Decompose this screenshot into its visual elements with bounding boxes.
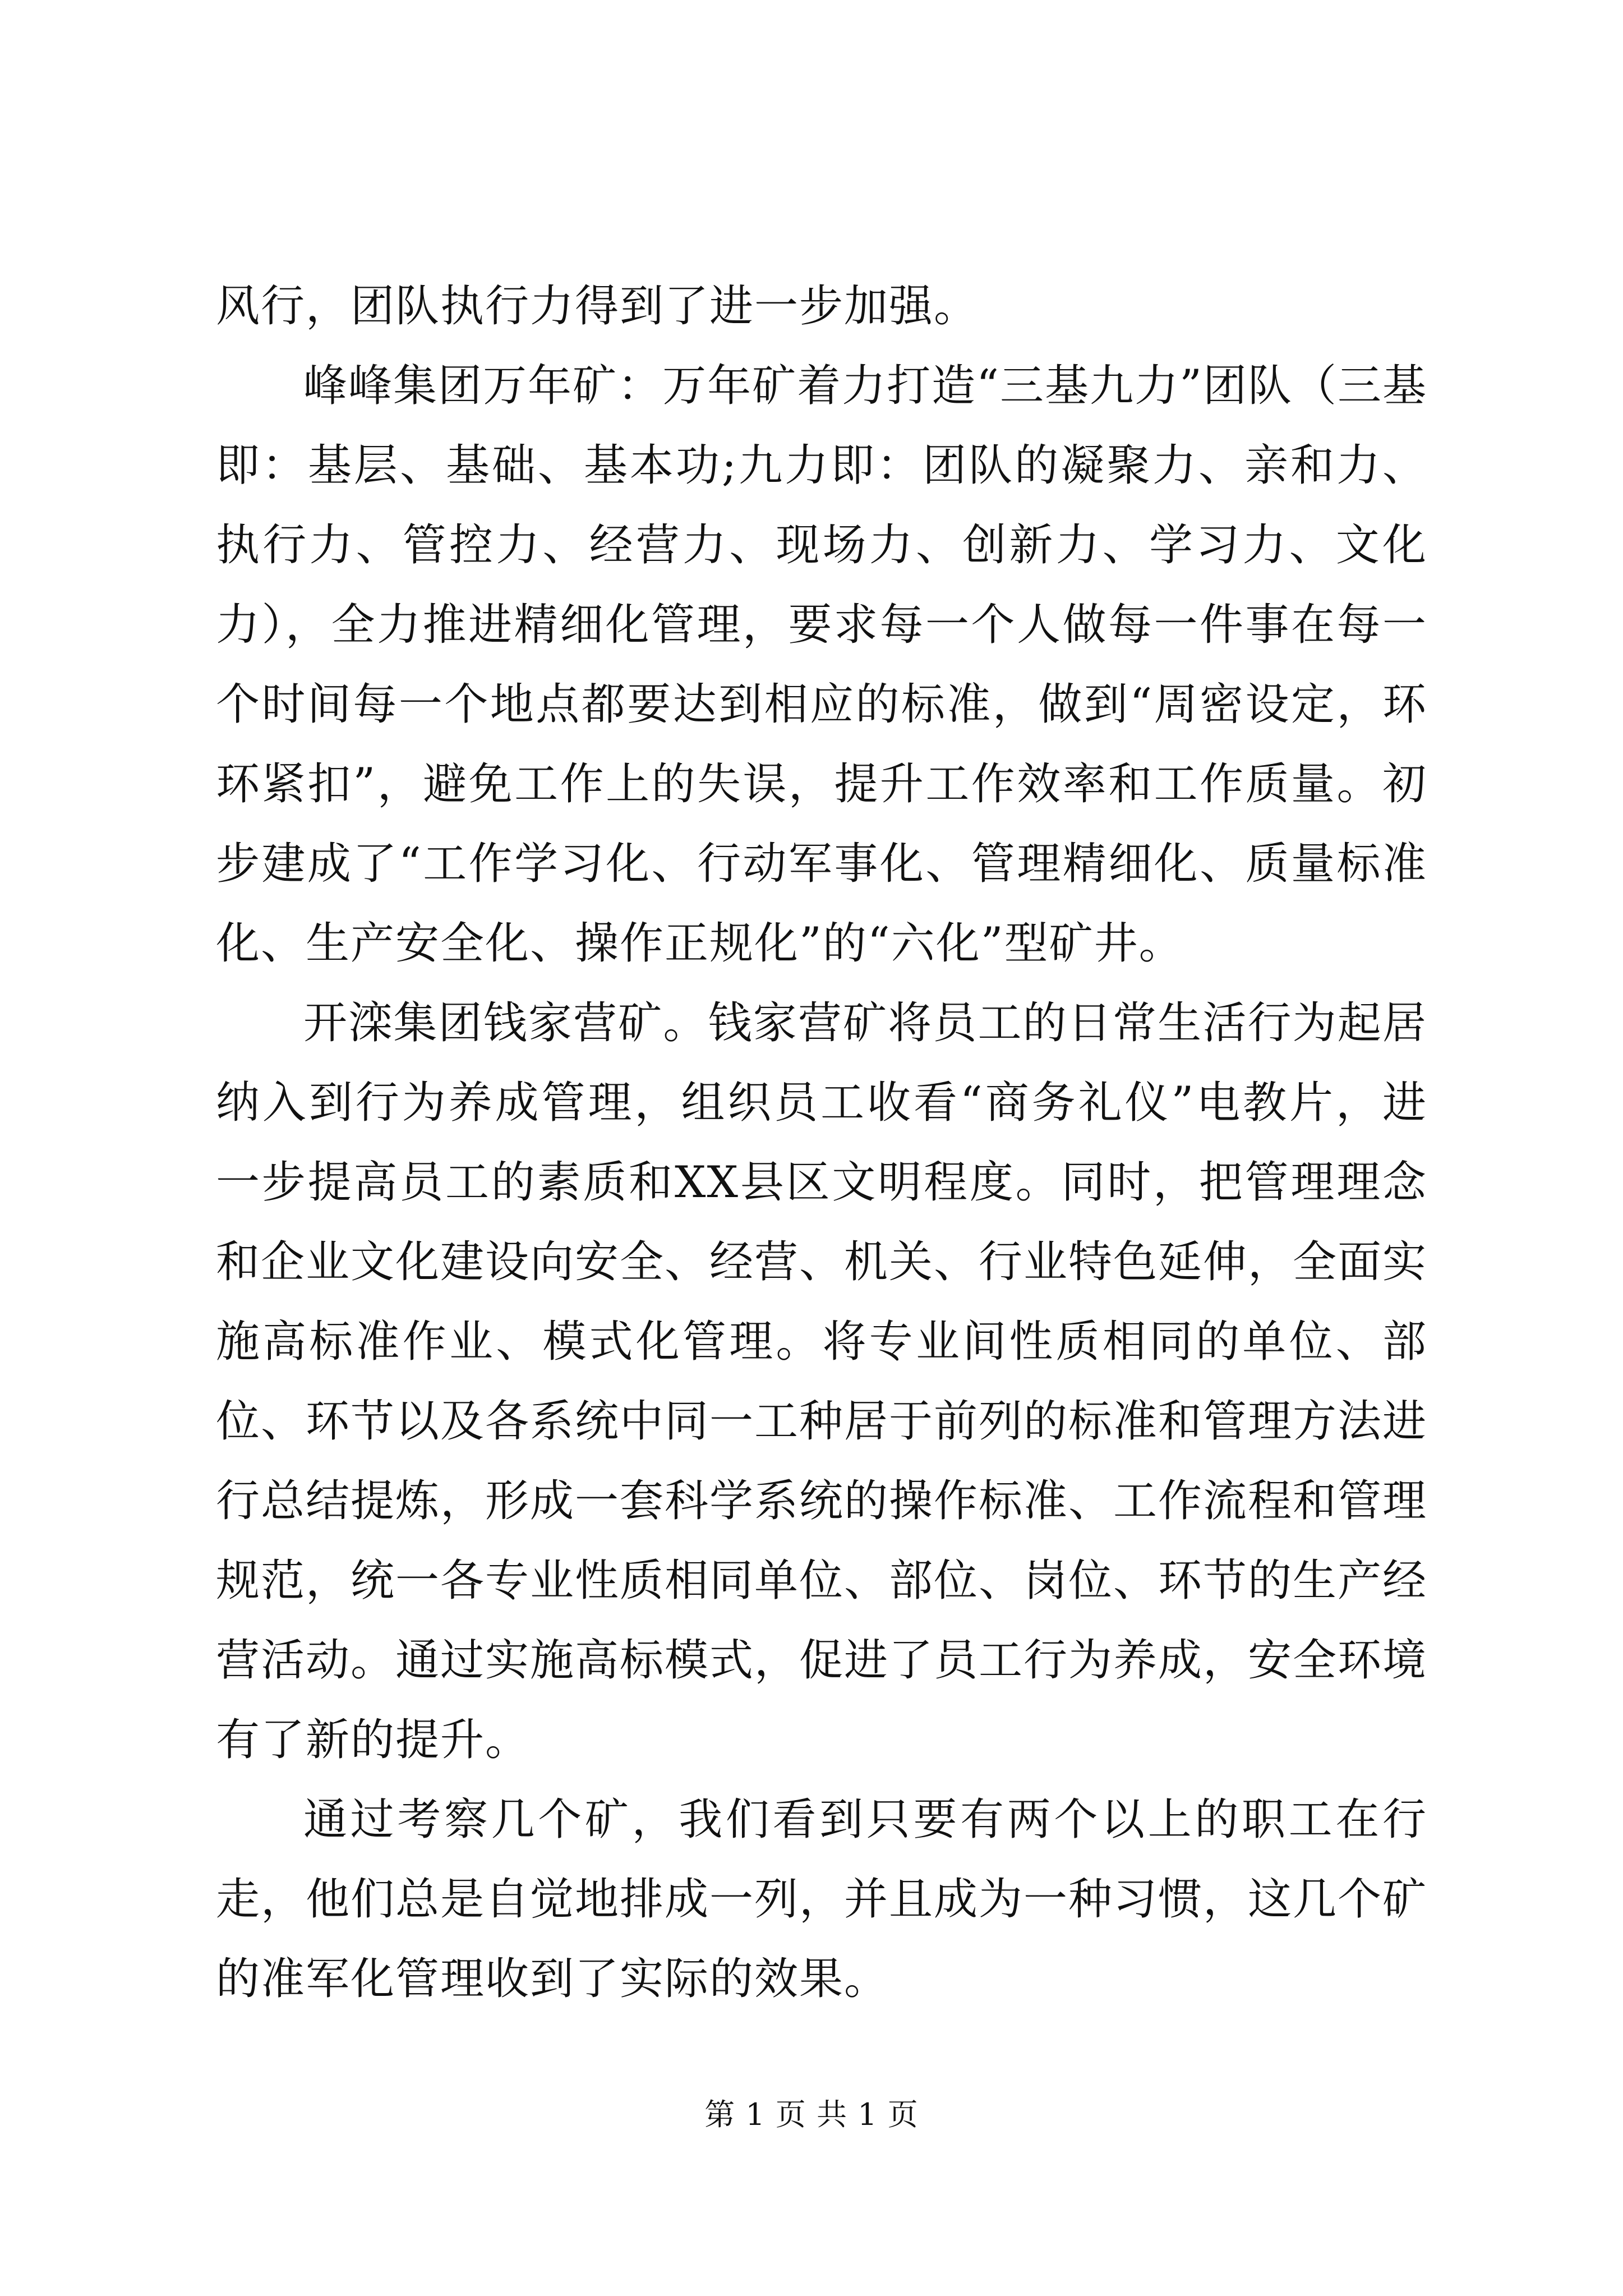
paragraph-wannian-mine: 峰峰集团万年矿：万年矿着力打造“三基九力”团队（三基即：基层、基础、基本功;九力即：团队的凝聚力、亲和力、执行力、管控力、经营力、现场力、创新力、学习力、文化力），全力推进精细化管理，要求每一个人做每一件事在每一个时间每一个地点都要达到相应的标准，做到“周密设定，环环紧扣”，避免工作上的失误，提升工作效率和工作质量。初步建成了“工作学习化、行动军事化、管理精细化、质量标准化、生产安全化、操作正规化”的“六化”型矿井。 <box>216 361 1427 969</box>
body-text <box>216 266 1427 2019</box>
paragraph-continuation: 风行，团队执行力得到了进一步加强。 <box>216 281 979 332</box>
paragraph-qianjiaying-mine: 开滦集团钱家营矿。钱家营矿将员工的日常生活行为起居纳入到行为养成管理，组织员工收看“商务礼仪”电教片，进一步提高员工的素质和XX县区文明程度。同时，把管理理念和企业文化建设向安全、经营、机关、行业特色延伸，全面实施高标准作业、模式化管理。将专业间性质相同的单位、部位、环节以及各系统中同一工种居于前列的标准和管理方法进行总结提炼，形成一套科学系统的操作标准、工作流程和管理规范，统一各专业性质相同单位、部位、岗位、环节的生产经营活动。通过实施高标模式，促进了员工行为养成，安全环境有了新的提升。 <box>216 998 1428 1765</box>
paragraph-conclusion: 通过考察几个矿，我们看到只要有两个以上的职工在行走，他们总是自觉地排成一列，并且成为一种习惯，这几个矿的准军化管理收到了实际的效果。 <box>216 1795 1428 2004</box>
page-number-footer: 第 1 页 共 1 页 <box>704 2097 919 2132</box>
